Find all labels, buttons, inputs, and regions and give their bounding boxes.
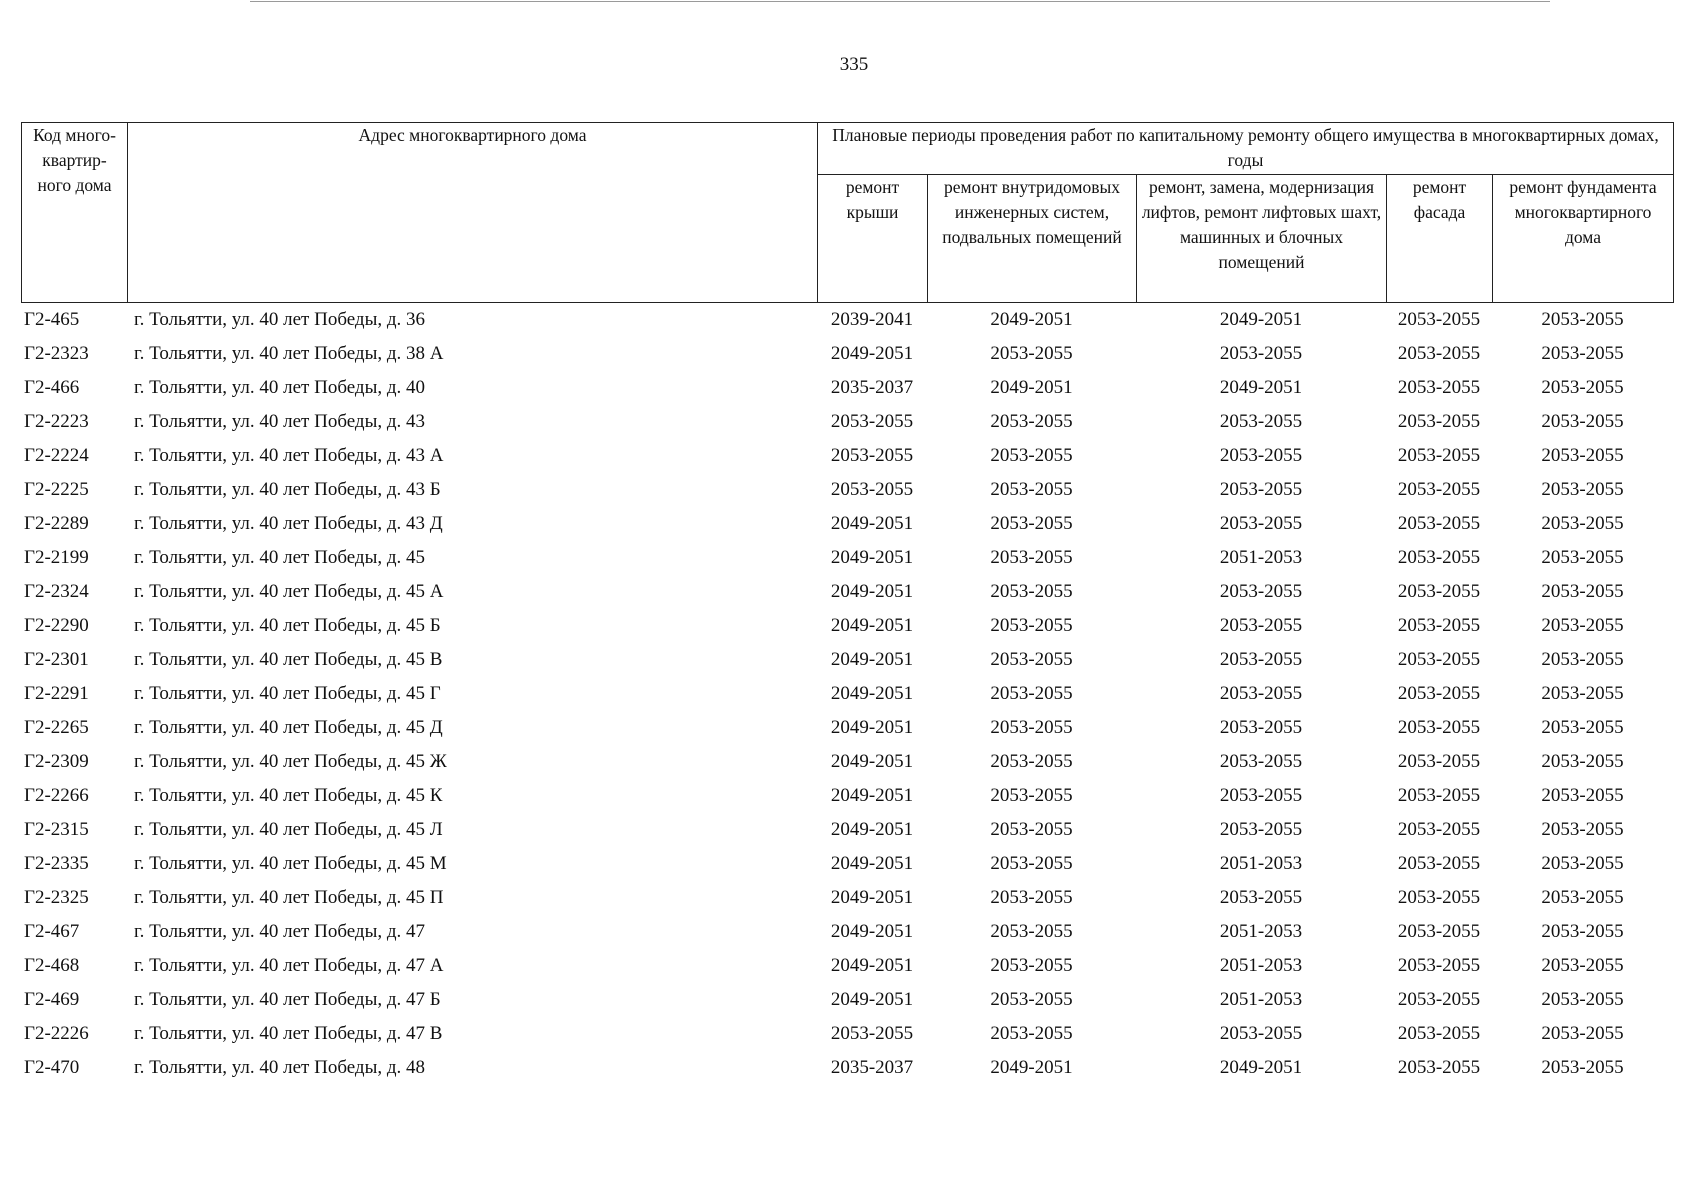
cell-roof: 2053-2055 <box>830 445 914 466</box>
cell-code: Г2-2324 <box>24 581 89 602</box>
cell-lifts: 2053-2055 <box>1219 343 1303 364</box>
cell-systems: 2053-2055 <box>990 751 1073 772</box>
header-periods: Плановые периоды проведения работ по капитальному ремонту общего имущества в многоквартирных домах, годы <box>818 123 1674 175</box>
table-row <box>21 1017 1673 1051</box>
table-row <box>21 507 1673 541</box>
cell-facade: 2053-2055 <box>1397 955 1481 976</box>
cell-foundation: 2053-2055 <box>1541 751 1624 772</box>
table-row <box>21 779 1673 813</box>
cell-lifts: 2053-2055 <box>1219 887 1303 908</box>
header-foundation: ремонт фундамента многоквартирного дома <box>1493 175 1674 303</box>
cell-roof: 2049-2051 <box>830 683 914 704</box>
cell-code: Г2-470 <box>24 1057 80 1078</box>
cell-roof: 2049-2051 <box>830 513 914 534</box>
cell-address: г. Тольятти, ул. 40 лет Победы, д. 45 Г <box>134 683 441 704</box>
header-code <box>22 123 128 303</box>
cell-foundation: 2053-2055 <box>1541 921 1624 942</box>
cell-foundation: 2053-2055 <box>1541 411 1624 432</box>
cell-foundation: 2053-2055 <box>1541 513 1624 534</box>
header-systems: ремонт внутридомовых инженерных систем, подвальных помещений <box>928 175 1137 303</box>
cell-address: г. Тольятти, ул. 40 лет Победы, д. 47 В <box>134 1023 443 1044</box>
cell-address: г. Тольятти, ул. 40 лет Победы, д. 45 В <box>134 649 443 670</box>
table-row <box>21 643 1673 677</box>
cell-lifts: 2051-2053 <box>1219 955 1303 976</box>
cell-lifts: 2053-2055 <box>1219 819 1303 840</box>
cell-roof: 2049-2051 <box>830 955 914 976</box>
cell-address: г. Тольятти, ул. 40 лет Победы, д. 45 Ж <box>134 751 447 772</box>
cell-systems: 2053-2055 <box>990 955 1073 976</box>
cell-roof: 2049-2051 <box>830 581 914 602</box>
cell-facade: 2053-2055 <box>1397 717 1481 738</box>
table-row <box>21 677 1673 711</box>
table-row <box>21 439 1673 473</box>
table-row <box>21 541 1673 575</box>
cell-code: Г2-2325 <box>24 887 89 908</box>
cell-roof: 2049-2051 <box>830 717 914 738</box>
cell-code: Г2-465 <box>24 309 80 330</box>
cell-code: Г2-2309 <box>24 751 89 772</box>
cell-systems: 2049-2051 <box>990 1057 1073 1078</box>
cell-systems: 2053-2055 <box>990 853 1073 874</box>
cell-lifts: 2049-2051 <box>1219 309 1303 330</box>
cell-systems: 2049-2051 <box>990 309 1073 330</box>
cell-lifts: 2051-2053 <box>1219 853 1303 874</box>
table-row <box>21 847 1673 881</box>
cell-lifts: 2051-2053 <box>1219 547 1303 568</box>
cell-systems: 2049-2051 <box>990 377 1073 398</box>
cell-address: г. Тольятти, ул. 40 лет Победы, д. 45 А <box>134 581 444 602</box>
table-row <box>21 371 1673 405</box>
scan-top-rule <box>250 1 1550 2</box>
cell-code: Г2-466 <box>24 377 80 398</box>
cell-roof: 2049-2051 <box>830 921 914 942</box>
cell-systems: 2053-2055 <box>990 581 1073 602</box>
cell-roof: 2049-2051 <box>830 343 914 364</box>
cell-lifts: 2053-2055 <box>1219 649 1303 670</box>
cell-systems: 2053-2055 <box>990 921 1073 942</box>
cell-foundation: 2053-2055 <box>1541 547 1624 568</box>
cell-address: г. Тольятти, ул. 40 лет Победы, д. 36 <box>134 309 426 330</box>
cell-facade: 2053-2055 <box>1397 581 1481 602</box>
cell-facade: 2053-2055 <box>1397 615 1481 636</box>
cell-address: г. Тольятти, ул. 40 лет Победы, д. 47 А <box>134 955 444 976</box>
cell-code: Г2-2323 <box>24 343 89 364</box>
cell-systems: 2053-2055 <box>990 717 1073 738</box>
cell-foundation: 2053-2055 <box>1541 343 1624 364</box>
cell-foundation: 2053-2055 <box>1541 887 1624 908</box>
cell-facade: 2053-2055 <box>1397 1023 1481 1044</box>
cell-systems: 2053-2055 <box>990 989 1073 1010</box>
cell-foundation: 2053-2055 <box>1541 683 1624 704</box>
cell-foundation: 2053-2055 <box>1541 581 1624 602</box>
table-row <box>21 983 1673 1017</box>
cell-lifts: 2049-2051 <box>1219 1057 1303 1078</box>
cell-facade: 2053-2055 <box>1397 479 1481 500</box>
table-row <box>21 303 1673 337</box>
cell-facade: 2053-2055 <box>1397 921 1481 942</box>
cell-code: Г2-469 <box>24 989 80 1010</box>
cell-code: Г2-2225 <box>24 479 89 500</box>
table-header <box>21 122 1674 303</box>
cell-facade: 2053-2055 <box>1397 649 1481 670</box>
cell-lifts: 2053-2055 <box>1219 785 1303 806</box>
cell-facade: 2053-2055 <box>1397 1057 1481 1078</box>
cell-address: г. Тольятти, ул. 40 лет Победы, д. 45 Л <box>134 819 443 840</box>
cell-lifts: 2053-2055 <box>1219 615 1303 636</box>
table-row <box>21 405 1673 439</box>
table-row <box>21 337 1673 371</box>
cell-code: Г2-2266 <box>24 785 89 806</box>
cell-roof: 2049-2051 <box>830 615 914 636</box>
cell-facade: 2053-2055 <box>1397 853 1481 874</box>
cell-facade: 2053-2055 <box>1397 377 1481 398</box>
page-number: 335 <box>839 54 869 75</box>
cell-systems: 2053-2055 <box>990 479 1073 500</box>
cell-facade: 2053-2055 <box>1397 887 1481 908</box>
cell-address: г. Тольятти, ул. 40 лет Победы, д. 45 Д <box>134 717 443 738</box>
cell-lifts: 2051-2053 <box>1219 921 1303 942</box>
header-facade: ремонт фасада <box>1387 175 1493 303</box>
cell-roof: 2049-2051 <box>830 887 914 908</box>
table-row <box>21 949 1673 983</box>
cell-address: г. Тольятти, ул. 40 лет Победы, д. 43 <box>134 411 426 432</box>
table-body <box>21 303 1673 1085</box>
cell-lifts: 2053-2055 <box>1219 513 1303 534</box>
cell-lifts: 2053-2055 <box>1219 581 1303 602</box>
cell-roof: 2049-2051 <box>830 785 914 806</box>
cell-roof: 2049-2051 <box>830 989 914 1010</box>
header-lifts: ремонт, замена, модернизация лифтов, ремонт лифтовых шахт, машинных и блочных помещений <box>1137 175 1387 303</box>
cell-address: г. Тольятти, ул. 40 лет Победы, д. 45 М <box>134 853 447 874</box>
cell-facade: 2053-2055 <box>1397 751 1481 772</box>
cell-foundation: 2053-2055 <box>1541 955 1624 976</box>
cell-address: г. Тольятти, ул. 40 лет Победы, д. 45 П <box>134 887 444 908</box>
header-code-line: Код много- <box>33 125 116 145</box>
table-row <box>21 711 1673 745</box>
cell-systems: 2053-2055 <box>990 887 1073 908</box>
cell-systems: 2053-2055 <box>990 513 1073 534</box>
cell-roof: 2049-2051 <box>830 751 914 772</box>
cell-roof: 2035-2037 <box>830 377 914 398</box>
cell-facade: 2053-2055 <box>1397 785 1481 806</box>
cell-address: г. Тольятти, ул. 40 лет Победы, д. 43 А <box>134 445 444 466</box>
cell-roof: 2053-2055 <box>830 1023 914 1044</box>
cell-systems: 2053-2055 <box>990 819 1073 840</box>
cell-roof: 2049-2051 <box>830 547 914 568</box>
cell-roof: 2049-2051 <box>830 819 914 840</box>
cell-foundation: 2053-2055 <box>1541 785 1624 806</box>
cell-roof: 2049-2051 <box>830 649 914 670</box>
cell-facade: 2053-2055 <box>1397 411 1481 432</box>
cell-systems: 2053-2055 <box>990 1023 1073 1044</box>
cell-facade: 2053-2055 <box>1397 683 1481 704</box>
cell-address: г. Тольятти, ул. 40 лет Победы, д. 43 Б <box>134 479 441 500</box>
cell-address: г. Тольятти, ул. 40 лет Победы, д. 47 Б <box>134 989 441 1010</box>
cell-foundation: 2053-2055 <box>1541 819 1624 840</box>
cell-address: г. Тольятти, ул. 40 лет Победы, д. 48 <box>134 1057 426 1078</box>
cell-address: г. Тольятти, ул. 40 лет Победы, д. 45 Б <box>134 615 441 636</box>
cell-address: г. Тольятти, ул. 40 лет Победы, д. 40 <box>134 377 426 398</box>
table-row <box>21 1051 1673 1085</box>
cell-address: г. Тольятти, ул. 40 лет Победы, д. 43 Д <box>134 513 443 534</box>
cell-roof: 2053-2055 <box>830 479 914 500</box>
cell-facade: 2053-2055 <box>1397 309 1481 330</box>
cell-code: Г2-2289 <box>24 513 89 534</box>
header-code-line: квартир- <box>42 150 107 170</box>
cell-code: Г2-2315 <box>24 819 89 840</box>
cell-foundation: 2053-2055 <box>1541 615 1624 636</box>
cell-lifts: 2051-2053 <box>1219 989 1303 1010</box>
cell-foundation: 2053-2055 <box>1541 479 1624 500</box>
table-row <box>21 575 1673 609</box>
cell-code: Г2-468 <box>24 955 80 976</box>
cell-code: Г2-2223 <box>24 411 89 432</box>
cell-code: Г2-2290 <box>24 615 89 636</box>
cell-systems: 2053-2055 <box>990 445 1073 466</box>
cell-lifts: 2053-2055 <box>1219 751 1303 772</box>
cell-code: Г2-2291 <box>24 683 89 704</box>
cell-lifts: 2053-2055 <box>1219 683 1303 704</box>
cell-systems: 2053-2055 <box>990 343 1073 364</box>
cell-lifts: 2053-2055 <box>1219 445 1303 466</box>
cell-address: г. Тольятти, ул. 40 лет Победы, д. 45 <box>134 547 426 568</box>
cell-code: Г2-467 <box>24 921 80 942</box>
cell-lifts: 2053-2055 <box>1219 411 1303 432</box>
cell-foundation: 2053-2055 <box>1541 1057 1624 1078</box>
cell-lifts: 2053-2055 <box>1219 1023 1303 1044</box>
cell-code: Г2-2301 <box>24 649 89 670</box>
cell-roof: 2053-2055 <box>830 411 914 432</box>
cell-facade: 2053-2055 <box>1397 445 1481 466</box>
cell-systems: 2053-2055 <box>990 649 1073 670</box>
cell-roof: 2049-2051 <box>830 853 914 874</box>
table-row <box>21 609 1673 643</box>
cell-address: г. Тольятти, ул. 40 лет Победы, д. 38 А <box>134 343 444 364</box>
cell-code: Г2-2226 <box>24 1023 89 1044</box>
header-address: Адрес многоквартирного дома <box>128 123 818 303</box>
table-row <box>21 915 1673 949</box>
cell-facade: 2053-2055 <box>1397 989 1481 1010</box>
cell-code: Г2-2199 <box>24 547 89 568</box>
cell-lifts: 2049-2051 <box>1219 377 1303 398</box>
cell-foundation: 2053-2055 <box>1541 1023 1624 1044</box>
table-row <box>21 745 1673 779</box>
cell-foundation: 2053-2055 <box>1541 309 1624 330</box>
cell-foundation: 2053-2055 <box>1541 649 1624 670</box>
cell-roof: 2035-2037 <box>830 1057 914 1078</box>
cell-foundation: 2053-2055 <box>1541 377 1624 398</box>
cell-facade: 2053-2055 <box>1397 547 1481 568</box>
header-code-line: ного дома <box>37 175 112 195</box>
cell-facade: 2053-2055 <box>1397 819 1481 840</box>
cell-systems: 2053-2055 <box>990 547 1073 568</box>
cell-address: г. Тольятти, ул. 40 лет Победы, д. 45 К <box>134 785 443 806</box>
cell-code: Г2-2224 <box>24 445 89 466</box>
cell-roof: 2039-2041 <box>830 309 914 330</box>
cell-code: Г2-2335 <box>24 853 89 874</box>
cell-systems: 2053-2055 <box>990 615 1073 636</box>
cell-foundation: 2053-2055 <box>1541 445 1624 466</box>
table-row <box>21 881 1673 915</box>
cell-lifts: 2053-2055 <box>1219 717 1303 738</box>
cell-facade: 2053-2055 <box>1397 513 1481 534</box>
cell-foundation: 2053-2055 <box>1541 989 1624 1010</box>
cell-address: г. Тольятти, ул. 40 лет Победы, д. 47 <box>134 921 426 942</box>
cell-foundation: 2053-2055 <box>1541 853 1624 874</box>
cell-systems: 2053-2055 <box>990 411 1073 432</box>
table-row <box>21 473 1673 507</box>
cell-lifts: 2053-2055 <box>1219 479 1303 500</box>
cell-code: Г2-2265 <box>24 717 89 738</box>
cell-systems: 2053-2055 <box>990 683 1073 704</box>
cell-systems: 2053-2055 <box>990 785 1073 806</box>
table-row <box>21 813 1673 847</box>
cell-facade: 2053-2055 <box>1397 343 1481 364</box>
cell-foundation: 2053-2055 <box>1541 717 1624 738</box>
header-roof: ремонт крыши <box>818 175 928 303</box>
